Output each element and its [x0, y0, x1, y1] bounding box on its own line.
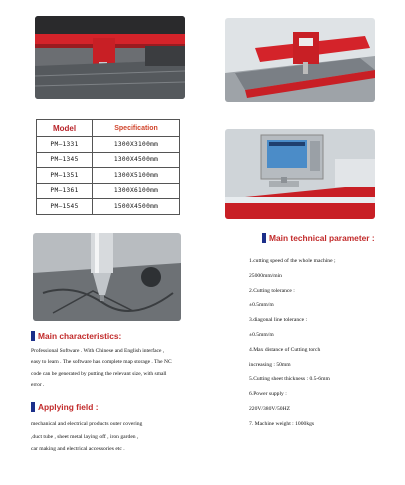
table-row	[37, 137, 180, 153]
applying-field-text	[31, 418, 241, 456]
applying-heading-text: Applying field :	[38, 402, 99, 412]
text-line: error .	[31, 382, 45, 389]
text-line: ,duct tube , sheet metal laying off , iron garden ,	[31, 433, 139, 440]
param-line: 7. Machine weight : 1000kgs	[249, 420, 315, 427]
param-line: 220V/380V/50HZ	[249, 405, 291, 412]
table-row	[37, 183, 180, 199]
table-row	[37, 168, 180, 184]
param-line: 25000mm/min	[249, 272, 282, 279]
cell-model: PM—1331	[37, 137, 93, 153]
heading-bar	[31, 402, 35, 412]
param-line: 3.diagonal line tolerance :	[249, 317, 308, 324]
cell-model: PM—1351	[37, 168, 93, 184]
text-line: car making and electrical accessories etc .	[31, 446, 125, 453]
param-line: 4.Max distance of Cutting torch	[249, 346, 321, 353]
cell-model: PM—1361	[37, 183, 93, 199]
technical-parameter-heading	[262, 233, 392, 243]
table-row	[37, 199, 180, 215]
text-line: easy to learn . The software has complete map storage . The NC	[31, 359, 172, 366]
heading-bar	[31, 331, 35, 341]
cell-spec: 1300X4500mm	[93, 152, 180, 168]
param-line: 1.cutting speed of the whole machine ;	[249, 258, 336, 264]
characteristics-heading-text: Main characteristics:	[38, 331, 122, 341]
header-model: Model	[37, 120, 93, 137]
cell-spec: 1500X4500mm	[93, 199, 180, 215]
applying-field-heading	[31, 402, 191, 412]
photo-machine-overview	[225, 18, 375, 102]
cell-spec: 1300X5100mm	[93, 168, 180, 184]
characteristics-heading	[31, 331, 191, 341]
photo-gantry-closeup	[35, 16, 185, 99]
cell-model: PM—1345	[37, 152, 93, 168]
text-line: code can be generated by putting the relevant size, with small	[31, 370, 167, 377]
text-line: mechanical and electrical products outer covering	[31, 421, 143, 427]
param-line: 6.Power supply :	[249, 391, 287, 398]
photo-control-monitor	[225, 129, 375, 219]
cell-spec: 1300X3100mm	[93, 137, 180, 153]
cell-spec: 1300X6100mm	[93, 183, 180, 199]
technical-heading-text: Main technical parameter :	[269, 233, 375, 243]
param-line: 5.Cutting sheet thickness : 0.5-6mm	[249, 376, 330, 383]
param-line: ±0.5mm/m	[249, 302, 274, 309]
param-line: increasing : 50mm	[249, 361, 291, 368]
text-line: Professional Software . With Chinese and English interface ,	[31, 348, 165, 354]
table-row	[37, 152, 180, 168]
header-specification: Specification	[93, 120, 180, 137]
param-line: 2.Cutting tolerance :	[249, 287, 295, 294]
technical-parameter-list	[249, 254, 399, 432]
characteristics-text	[31, 346, 231, 392]
heading-bar	[262, 233, 266, 243]
param-line: ±0.5mm/m	[249, 331, 274, 338]
photo-cutting-torch	[33, 233, 181, 321]
cell-model: PM—1545	[37, 199, 93, 215]
model-spec-table	[36, 119, 180, 215]
